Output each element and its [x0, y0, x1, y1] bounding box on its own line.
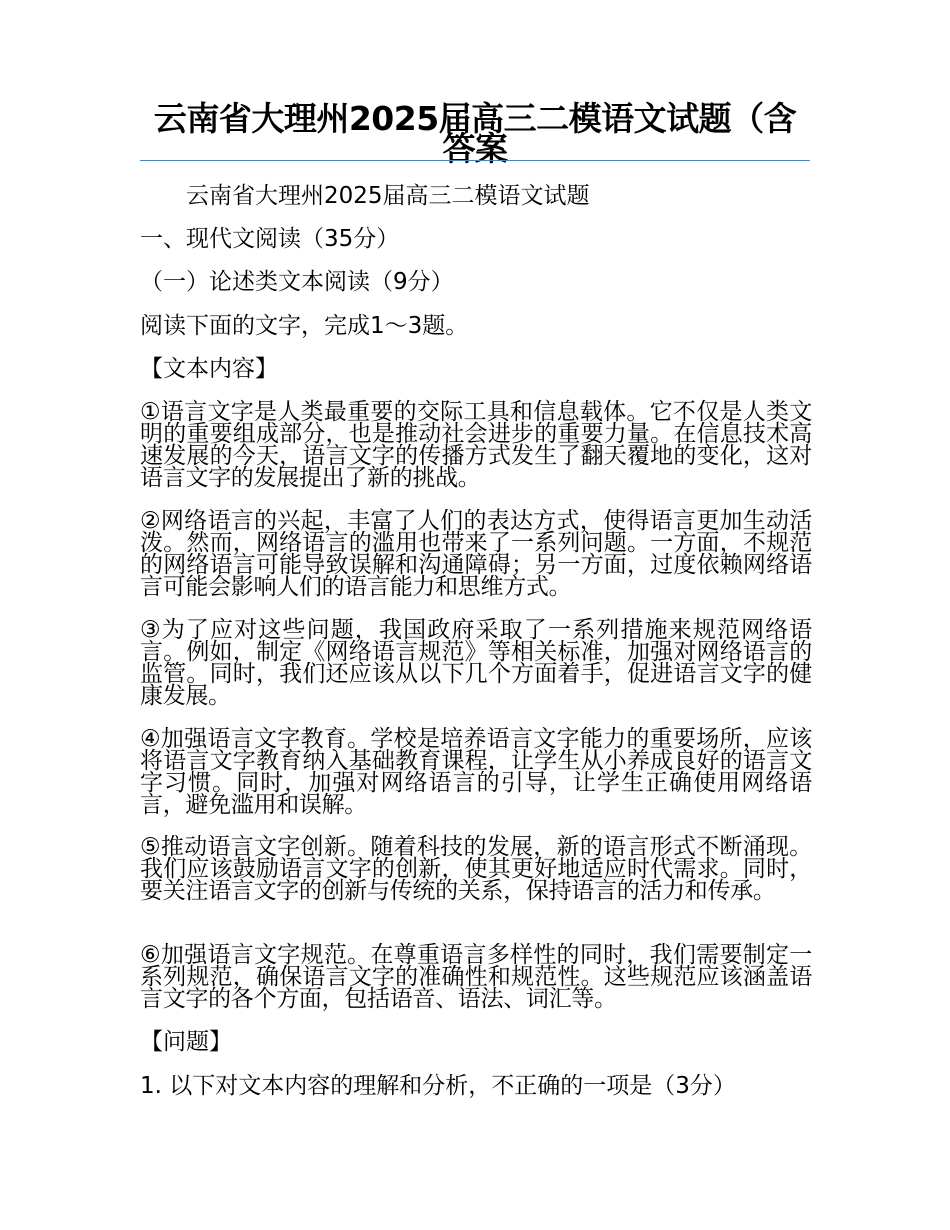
title-underline	[140, 160, 810, 161]
question-heading: 【问题】	[140, 1029, 232, 1055]
reading-instruction: 阅读下面的文字，完成1～3题。	[140, 313, 469, 339]
paragraph-5: ⑤推动语言文字创新。随着科技的发展，新的语言形式不断涌现。我们应该鼓励语言文字的创新，使其更好地适应时代需求。同时，要关注语言文字的创新与传统的关系，保持语言的活力和传承。	[140, 834, 812, 904]
subsection-heading: （一）论述类文本阅读（9分）	[140, 269, 454, 295]
document-subtitle: 云南省大理州2025届高三二模语文试题	[186, 183, 590, 209]
section-heading: 一、现代文阅读（35分）	[140, 226, 400, 252]
document-title: 云南省大理州2025届高三二模语文试题（含答案	[153, 99, 797, 168]
paragraph-6: ⑥加强语言文字规范。在尊重语言多样性的同时，我们需要制定一系列规范，确保语言文字的准确性和规范性。这些规范应该涵盖语言文字的各个方面，包括语音、语法、词汇等。	[140, 942, 812, 1012]
paragraph-4: ④加强语言文字教育。学校是培养语言文字能力的重要场所，应该将语言文字教育纳入基础教育课程，让学生从小养成良好的语言文字习惯。同时，加强对网络语言的引导，让学生正确使用网络语言，避免滥用和误解。	[140, 726, 812, 818]
paragraph-1: ①语言文字是人类最重要的交际工具和信息载体。它不仅是人类文明的重要组成部分，也是推动社会进步的重要力量。在信息技术高速发展的今天，语言文字的传播方式发生了翻天覆地的变化，这对语言文字的发展提出了新的挑战。	[140, 399, 812, 491]
paragraph-2: ②网络语言的兴起，丰富了人们的表达方式，使得语言更加生动活泼。然而，网络语言的滥用也带来了一系列问题。一方面，不规范的网络语言可能导致误解和沟通障碍；另一方面，过度依赖网络语言可能会影响人们的语言能力和思维方式。	[140, 508, 812, 600]
paragraph-3: ③为了应对这些问题，我国政府采取了一系列措施来规范网络语言。例如，制定《网络语言规范》等相关标准，加强对网络语言的监管。同时，我们还应该从以下几个方面着手，促进语言文字的健康发展。	[140, 617, 812, 709]
text-content-heading: 【文本内容】	[140, 356, 278, 382]
question-1: 1. 以下对文本内容的理解和分析，不正确的一项是（3分）	[140, 1073, 736, 1099]
